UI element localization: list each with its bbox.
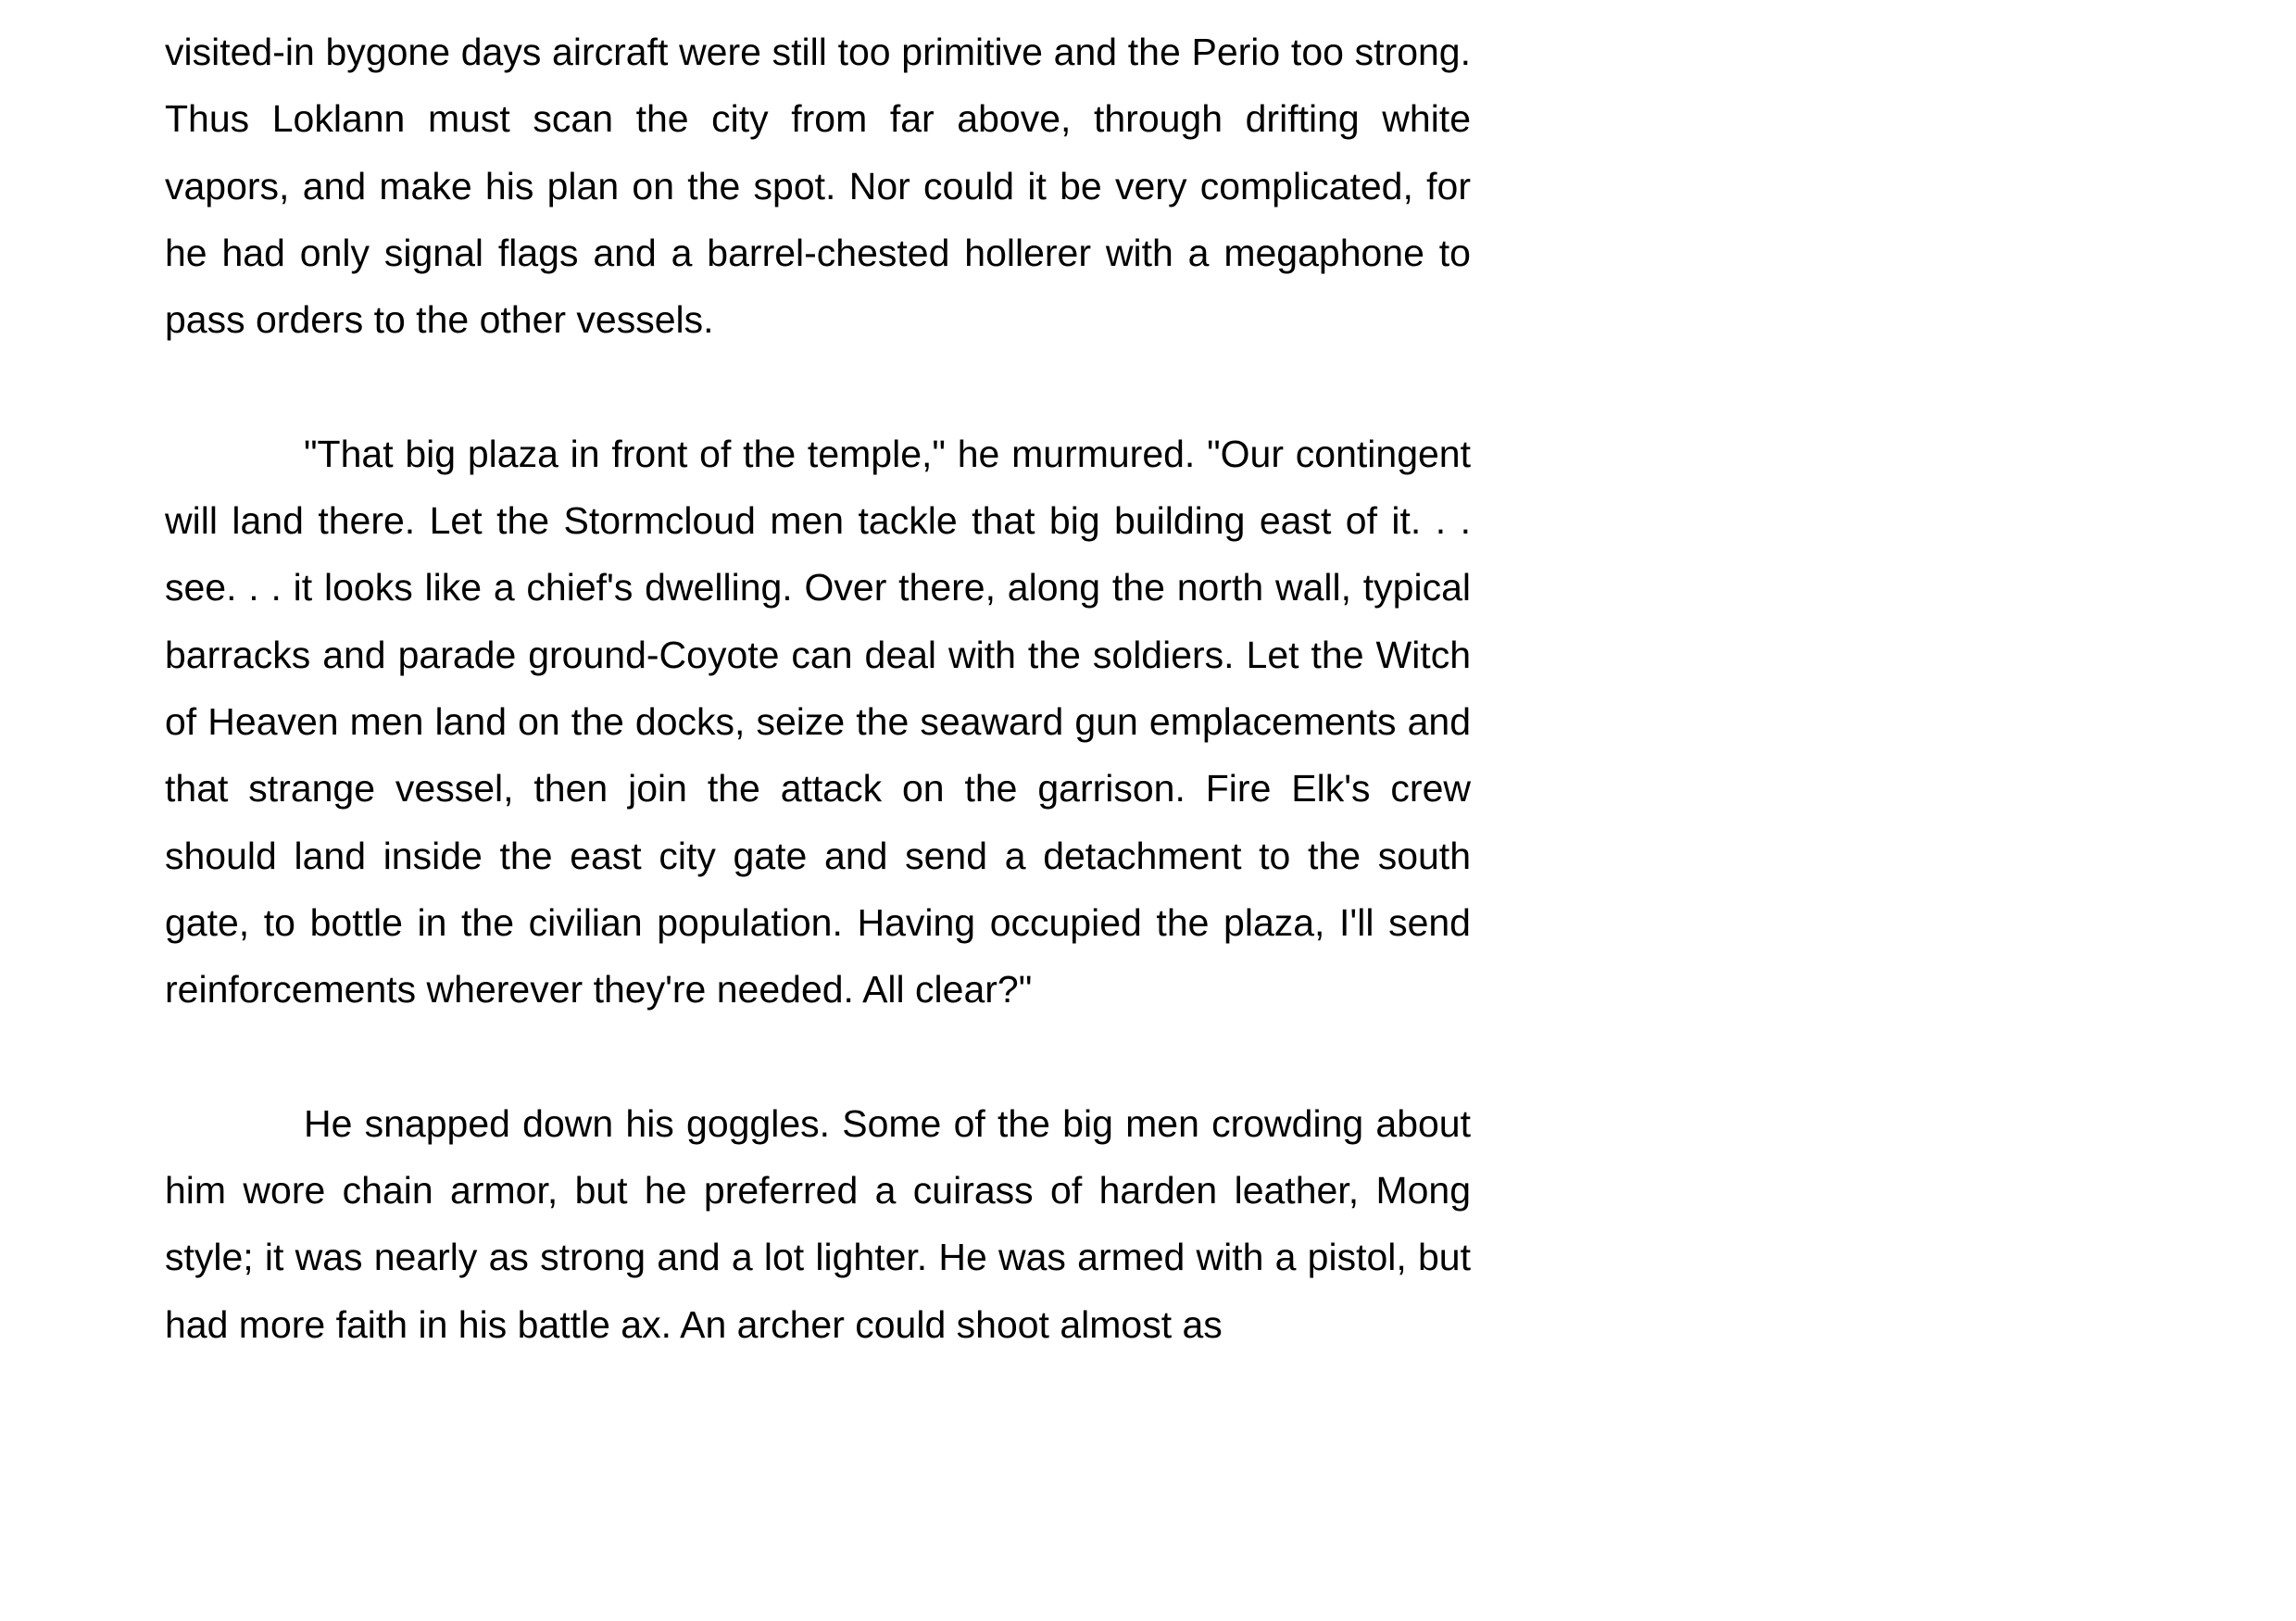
paragraph-1: visited-in bygone days aircraft were still too primitive and the Perio too strong. Thus Loklann must scan the city from far above, through drifting white vapors, and make his plan on the spot. Nor could it be very complicated, for he had only signal flags and a barrel-chested hollerer with a megaphone to pass orders to the other vessels. <box>165 31 1471 342</box>
paragraph-3: He snapped down his goggles. Some of the big men crowding about him wore chain armor, but he preferred a cuirass of harden leather, Mong style; it was nearly as strong and a lot lighter. He was armed with a pistol, but had more faith in his battle ax. An archer could shoot almost as <box>165 1101 1471 1346</box>
paragraph-2: "That big plaza in front of the temple," he murmured. "Our contingent will land there. Let the Stormcloud men tackle that big building east of it. . . see. . . it looks like a chief's dwelling. Over there, along the north wall, typical barracks and parade ground-Coyote can deal with the soldiers. Let the Witch of Heaven men land on the docks, seize the seaward gun emplacements and that strange vessel, then join the attack on the garrison. Fire Elk's crew should land inside the east city gate and send a detachment to the south gate, to bottle in the civilian population. Having occupied the plaza, I'll send reinforcements wherever they're needed. All clear?" <box>165 432 1471 1012</box>
body-text <box>165 19 1471 1425</box>
